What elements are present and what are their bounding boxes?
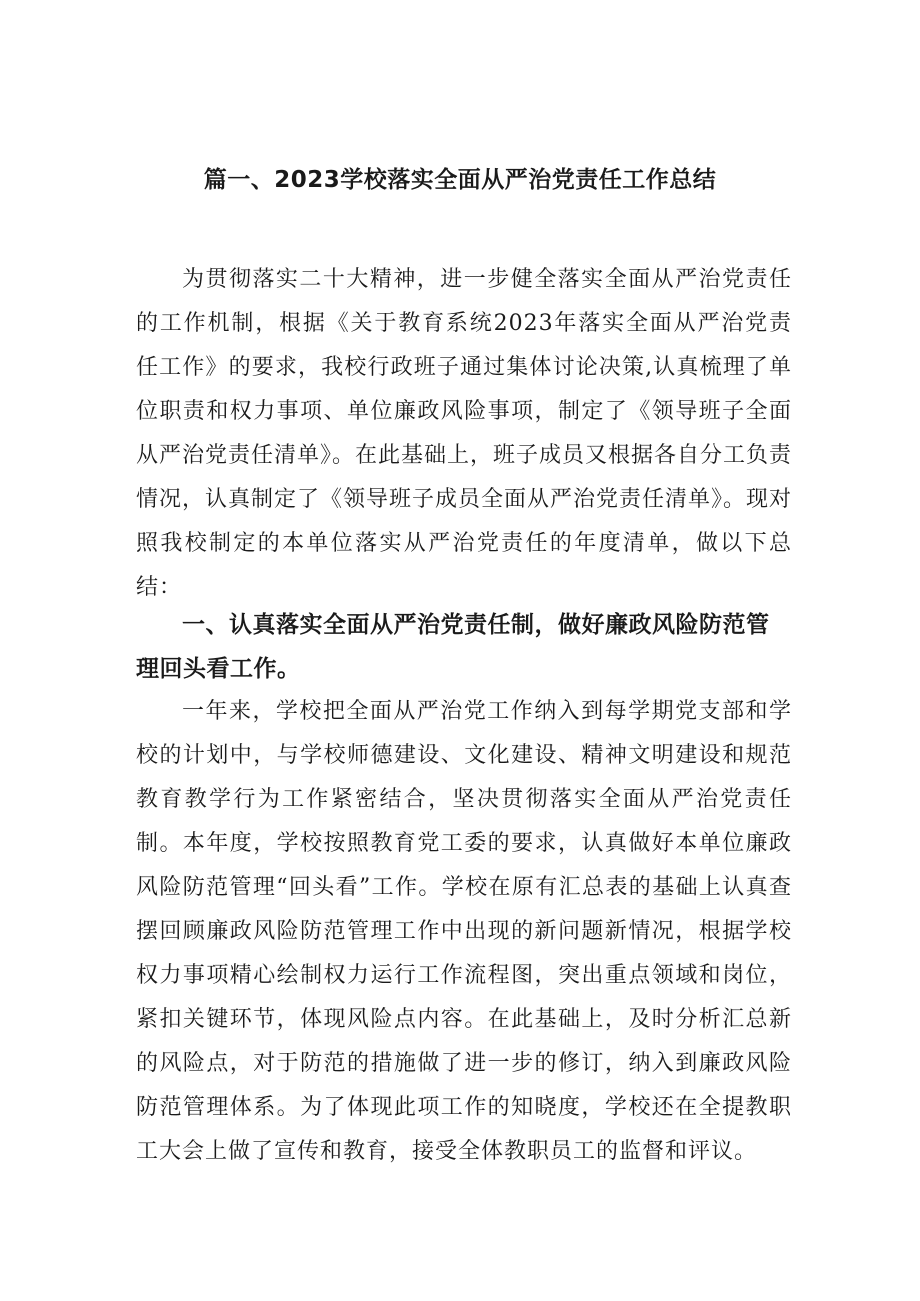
document-title: 篇一、2023学校落实全面从严治党责任工作总结 [203, 167, 717, 193]
paragraph-section-1: 一年来，学校把全面从严治党工作纳入到每学期党支部和学校的计划中，与学校师德建设、文化建设、精神文明建设和规范教育教学行为工作紧密结合，坚决贯彻落实全面从严治党责任制。本年度，学校按照教育党工委的要求，认真做好本单位廉政风险防范管理“回头看”工作。学校在原有汇总表的基础上认真查摆回顾廉政风险防范管理工作中出现的新问题新情况，根据学校权力事项精心绘制权力运行工作流程图，突出重点领域和岗位，紧扣关键环节，体现风险点内容。在此基础上，及时分析汇总新的风险点，对于防范的措施做了进一步的修订，纳入到廉政风险防范管理体系。为了体现此项工作的知晓度，学校还在全提教职工大会上做了宣传和教育，接受全体教职员工的监督和评议。 [136, 699, 792, 1164]
section-heading-1: 一、认真落实全面从严治党责任制，做好廉政风险防范管理回头看工作。 [136, 612, 770, 682]
paragraph-intro: 为贯彻落实二十大精神，进一步健全落实全面从严治党责任的工作机制，根据《关于教育系统2023年落实全面从严治党责任工作》的要求，我校行政班子通过集体讨论决策,认真梳理了单位职责和权力事项、单位廉政风险事项，制定了《领导班子全面从严治党责任清单》。在此基础上，班子成员又根据各自分工负责情况，认真制定了《领导班子成员全面从严治党责任清单》。现对照我校制定的本单位落实从严治党责任的年度清单，做以下总结： [136, 267, 793, 600]
